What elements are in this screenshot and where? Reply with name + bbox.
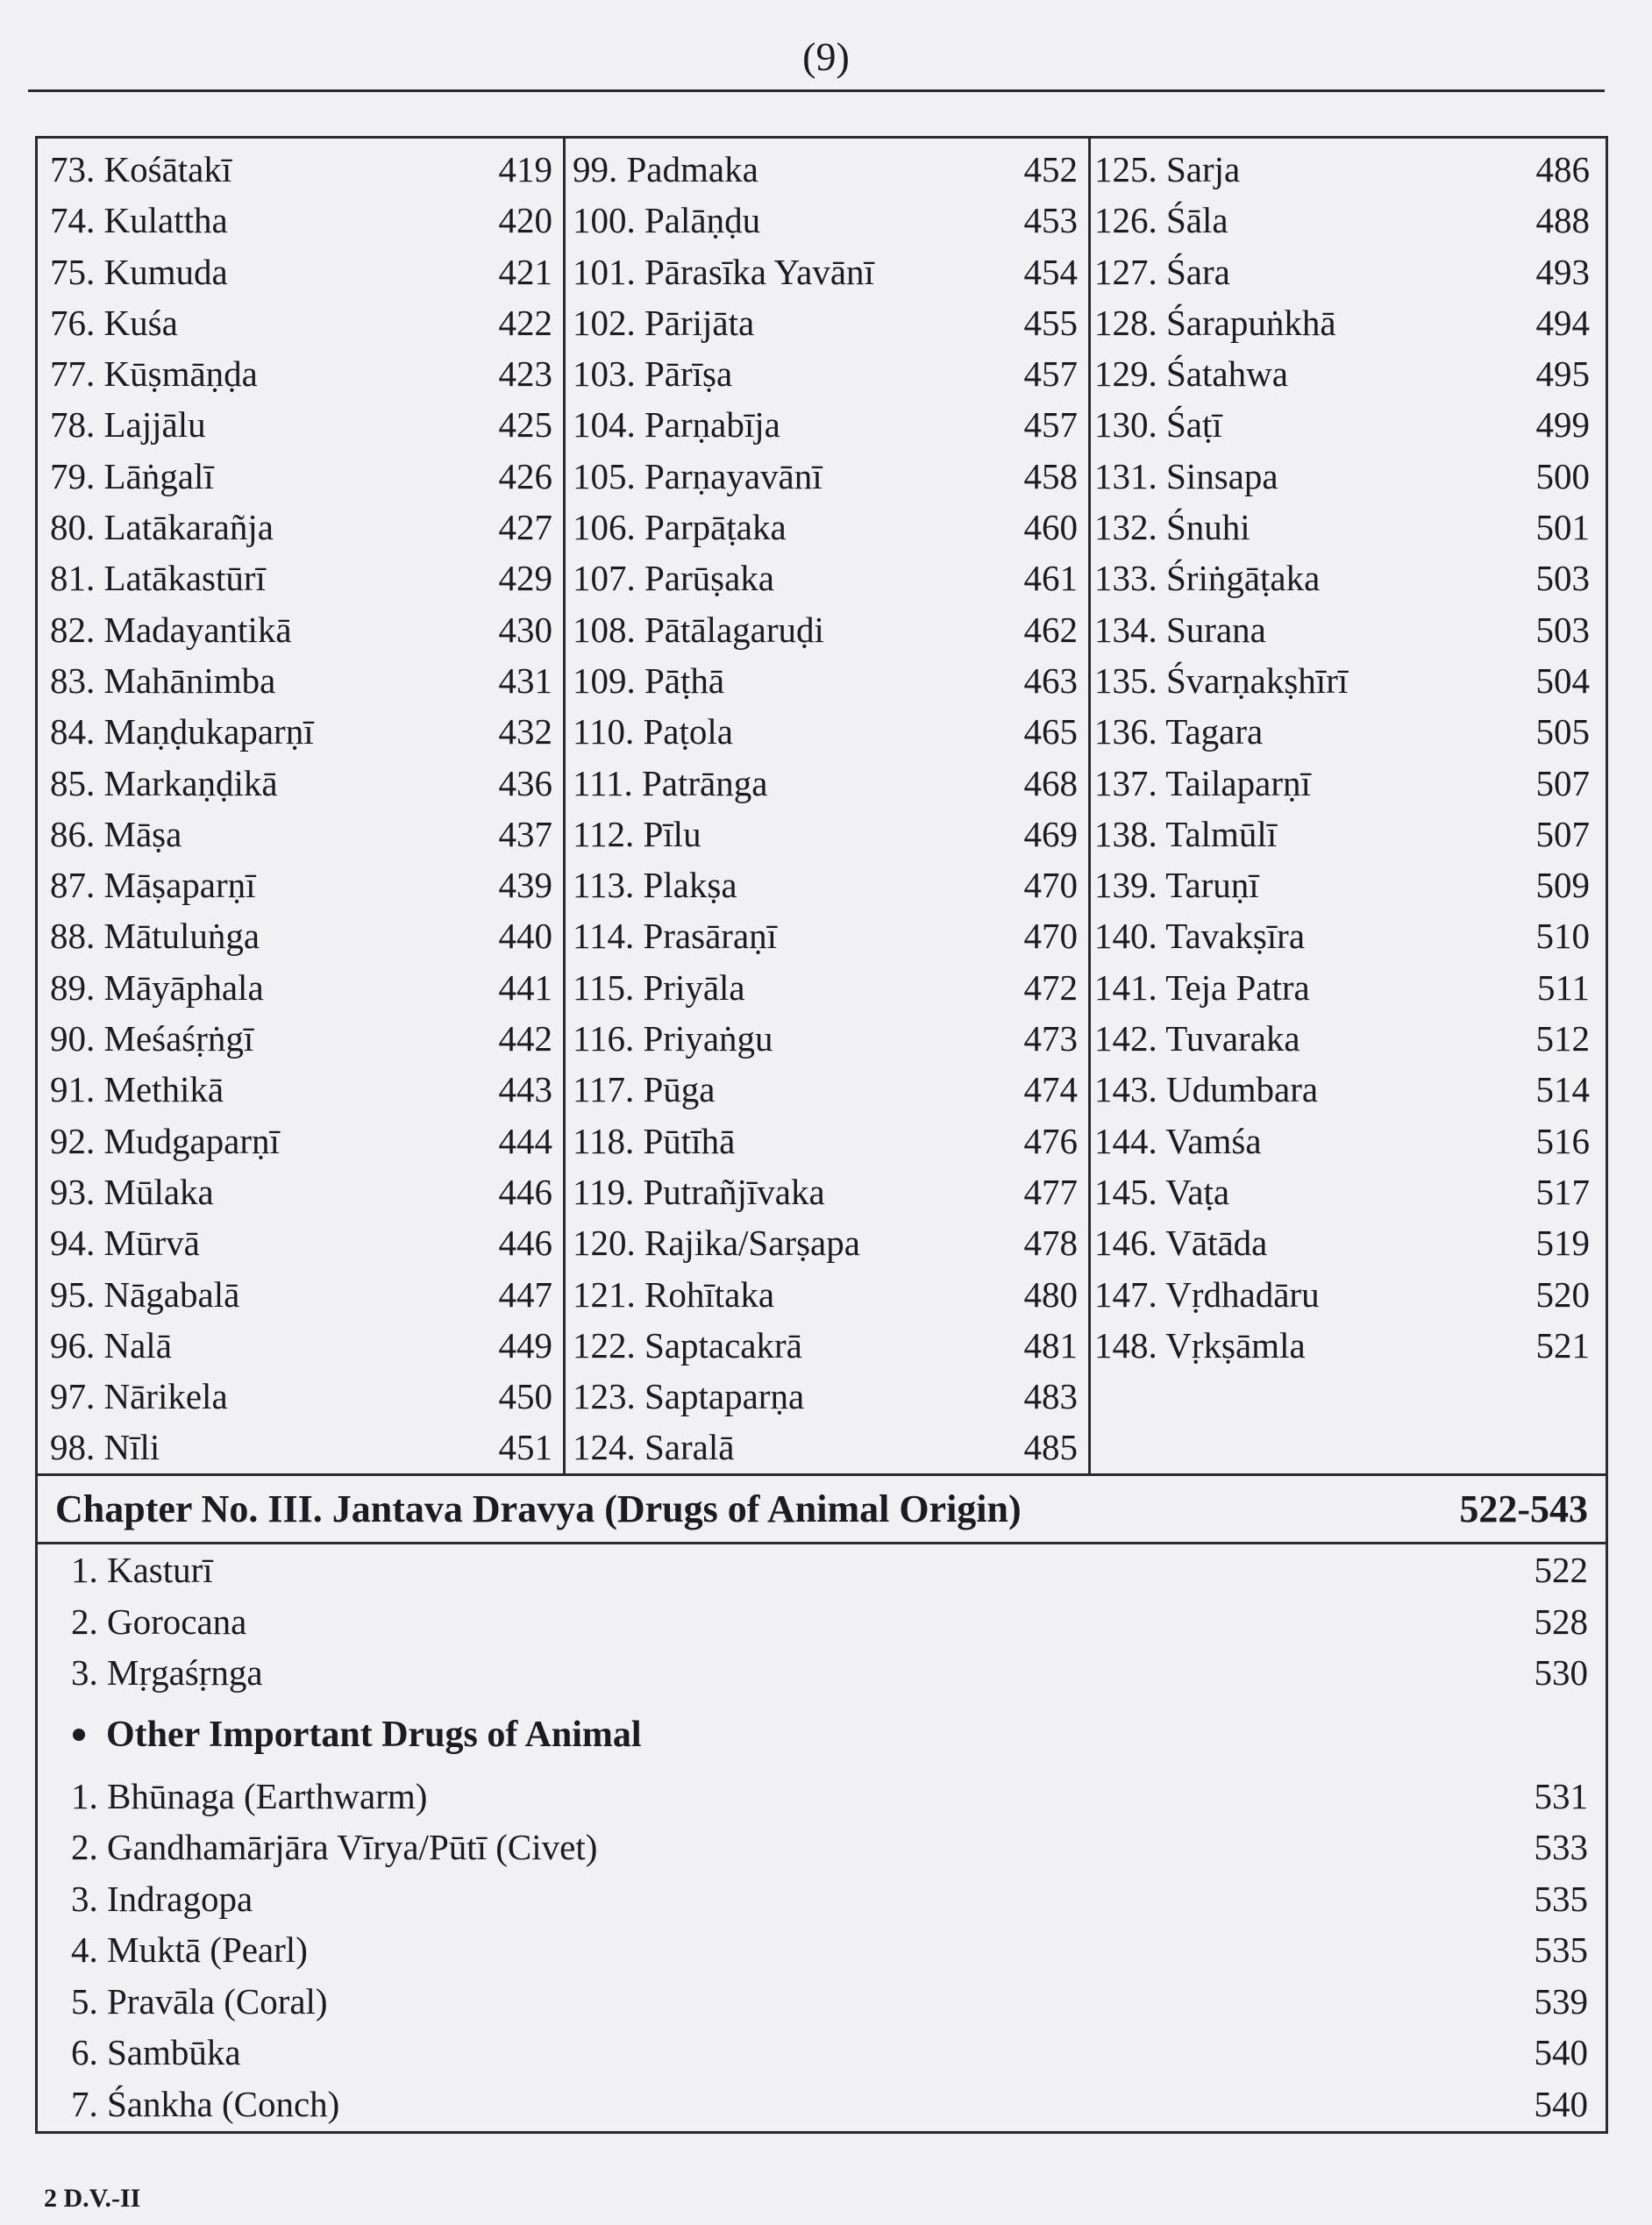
- entry-page: 437: [498, 813, 552, 854]
- entry-page: 431: [498, 660, 552, 701]
- entry-name: 138. Talmūlī: [1094, 813, 1278, 854]
- entry-page: 522: [1534, 1550, 1588, 1590]
- index-entry: [566, 758, 1088, 809]
- entry-page: 488: [1535, 200, 1590, 241]
- index-entry: [566, 1013, 1088, 1064]
- index-entry: [1091, 502, 1606, 553]
- entry-page: 516: [1535, 1120, 1590, 1161]
- entry-name: 73. Kośātakī: [50, 149, 232, 189]
- entry-name: 93. Mūlaka: [50, 1171, 214, 1212]
- entry-name: 133. Śriṅgāṭaka: [1094, 558, 1321, 599]
- index-entry: [566, 1217, 1088, 1268]
- entry-page: 450: [498, 1376, 552, 1417]
- entry-name: 104. Parṇabīja: [573, 404, 780, 446]
- index-entry: [38, 1371, 563, 1422]
- index-entry: [71, 1544, 1588, 1596]
- entry-page: 442: [498, 1018, 552, 1059]
- entry-name: 121. Rohītaka: [573, 1273, 775, 1315]
- index-entry: [1091, 1064, 1606, 1115]
- index-entry: [566, 502, 1088, 553]
- entry-name: 128. Śarapuṅkhā: [1094, 302, 1336, 343]
- entry-name: 95. Nāgabalā: [50, 1273, 240, 1315]
- entry-page: 455: [1023, 302, 1078, 343]
- entry-name: 88. Mātuluṅga: [50, 916, 260, 957]
- entry-name: 110. Paṭola: [573, 711, 733, 752]
- index-entry: [1091, 910, 1606, 961]
- entry-name: 106. Parpāṭaka: [573, 507, 787, 548]
- entry-page: 421: [498, 251, 552, 292]
- index-entry: [38, 809, 563, 859]
- index-entry: [38, 655, 563, 706]
- entry-name: 132. Śnuhi: [1094, 507, 1250, 548]
- entry-page: 495: [1535, 353, 1590, 395]
- entry-name: 125. Sarja: [1094, 149, 1241, 189]
- index-entry: [71, 1647, 1588, 1699]
- index-entry: [1091, 144, 1606, 195]
- entry-name: 84. Maṇḍukaparṇī: [50, 711, 314, 752]
- index-entry: [38, 297, 563, 348]
- entry-page: 427: [498, 507, 552, 548]
- entry-page: 420: [498, 200, 552, 241]
- entry-name: 7. Śankha (Conch): [71, 2083, 340, 2124]
- index-entry: [38, 399, 563, 450]
- index-entry: [38, 1064, 563, 1115]
- entry-page: 470: [1023, 916, 1078, 957]
- entry-name: 76. Kuśa: [50, 302, 178, 343]
- entry-name: 78. Lajjālu: [50, 404, 206, 446]
- entry-page: 462: [1023, 609, 1078, 650]
- entry-name: 115. Priyāla: [573, 966, 745, 1008]
- entry-name: 3. Indragopa: [71, 1878, 253, 1919]
- entry-page: 533: [1534, 1827, 1588, 1867]
- entry-name: 1. Kasturī: [71, 1550, 213, 1590]
- entry-page: 510: [1535, 916, 1590, 957]
- entry-name: 81. Latākastūrī: [50, 558, 266, 599]
- entry-page: 493: [1535, 251, 1590, 292]
- entry-page: 440: [498, 916, 552, 957]
- index-entry: [566, 348, 1088, 399]
- entry-name: 120. Rajika/Sarṣapa: [573, 1223, 860, 1264]
- entry-page: 457: [1023, 353, 1078, 395]
- entry-name: 143. Udumbara: [1094, 1069, 1319, 1110]
- index-entry: [38, 451, 563, 502]
- entry-name: 136. Tagara: [1094, 711, 1264, 752]
- entry-page: 446: [498, 1171, 552, 1212]
- entry-name: 139. Taruṇī: [1094, 865, 1259, 906]
- entry-name: 94. Mūrvā: [50, 1223, 200, 1264]
- entry-page: 432: [498, 711, 552, 752]
- index-entry: [1091, 195, 1606, 246]
- entry-page: 530: [1534, 1652, 1588, 1693]
- entry-name: 142. Tuvaraka: [1094, 1018, 1300, 1059]
- entry-name: 127. Śara: [1094, 251, 1230, 292]
- index-entry: [1091, 399, 1606, 450]
- chapter-title: Chapter No. III. Jantava Dravya (Drugs of Animal Origin): [55, 1487, 1022, 1530]
- entry-name: 74. Kulattha: [50, 200, 228, 241]
- index-entry: [1091, 1013, 1606, 1064]
- entry-page: 505: [1535, 711, 1590, 752]
- entry-name: 105. Parṇayavānī: [573, 455, 822, 496]
- index-entry: [1091, 1116, 1606, 1166]
- entry-page: 509: [1535, 865, 1590, 906]
- entry-name: 75. Kumuda: [50, 251, 228, 292]
- index-entry: [566, 706, 1088, 757]
- index-entry: [1091, 1166, 1606, 1217]
- index-entry: [38, 859, 563, 910]
- entry-name: 147. Vṛdhadāru: [1094, 1273, 1320, 1315]
- entry-name: 119. Putrañjīvaka: [573, 1171, 825, 1212]
- index-column-1: [38, 139, 566, 1473]
- index-column-2: [566, 139, 1091, 1473]
- index-entry: [38, 502, 563, 553]
- entry-page: 476: [1023, 1120, 1078, 1161]
- index-entry: [1091, 962, 1606, 1013]
- index-entry: [38, 348, 563, 399]
- entry-page: 500: [1535, 455, 1590, 496]
- index-entry: [566, 962, 1088, 1013]
- entry-page: 425: [498, 404, 552, 446]
- index-entry: [1091, 451, 1606, 502]
- entry-name: 79. Lāṅgalī: [50, 455, 214, 496]
- index-entry: [38, 1217, 563, 1268]
- index-entry: [1091, 1269, 1606, 1320]
- index-entry: [38, 1116, 563, 1166]
- index-entry: [566, 553, 1088, 603]
- index-entry: [1091, 758, 1606, 809]
- index-entry: [566, 246, 1088, 297]
- index-entry: [1091, 604, 1606, 655]
- entry-page: 478: [1023, 1223, 1078, 1264]
- header-rule: [28, 89, 1605, 92]
- entry-page: 460: [1023, 507, 1078, 548]
- index-entry: [71, 1924, 1588, 1976]
- entry-name: 140. Tavakṣīra: [1094, 916, 1306, 957]
- entry-name: 98. Nīli: [50, 1427, 160, 1468]
- entry-name: 90. Meśaśṛṅgī: [50, 1018, 254, 1059]
- entry-name: 111. Patrānga: [573, 762, 768, 803]
- entry-page: 423: [498, 353, 552, 395]
- index-entry: [566, 1371, 1088, 1422]
- entry-page: 458: [1023, 455, 1078, 496]
- footer-signature: 2 D.V.-II: [44, 2184, 141, 2213]
- entry-page: 539: [1534, 1980, 1588, 2022]
- entry-name: 146. Vātāda: [1094, 1223, 1268, 1264]
- entry-name: 129. Śatahwa: [1094, 353, 1288, 395]
- entry-name: 96. Nalā: [50, 1324, 172, 1366]
- index-entry: [38, 962, 563, 1013]
- animal-drugs-section: [38, 1544, 1606, 2129]
- entry-name: 122. Saptacakrā: [573, 1324, 802, 1366]
- entry-name: 123. Saptaparṇa: [573, 1376, 805, 1417]
- drug-index-columns: [38, 139, 1606, 1476]
- entry-name: 6. Sambūka: [71, 2032, 241, 2072]
- entry-page: 531: [1534, 1775, 1588, 1816]
- entry-page: 514: [1535, 1069, 1590, 1110]
- entry-name: 100. Palāṇḍu: [573, 200, 761, 241]
- index-entry: [38, 1269, 563, 1320]
- page-number: (9): [802, 34, 850, 79]
- entry-name: 145. Vaṭa: [1094, 1171, 1230, 1212]
- index-entry: [566, 1320, 1088, 1371]
- bullet-icon: [73, 1729, 85, 1741]
- entry-page: 439: [498, 865, 552, 906]
- entry-name: 91. Methikā: [50, 1069, 224, 1110]
- index-entry: [71, 1771, 1588, 1822]
- entry-page: 503: [1535, 558, 1590, 599]
- index-entry: [566, 1116, 1088, 1166]
- entry-name: 5. Pravāla (Coral): [71, 1980, 328, 2022]
- index-entry: [38, 604, 563, 655]
- entry-name: 2. Gandhamārjāra Vīrya/Pūtī (Civet): [71, 1827, 598, 1867]
- entry-page: 507: [1535, 762, 1590, 803]
- index-entry: [566, 1422, 1088, 1473]
- entry-name: 101. Pārasīka Yavānī: [573, 251, 874, 292]
- entry-page: 451: [498, 1427, 552, 1468]
- entry-name: 117. Pūga: [573, 1069, 716, 1110]
- index-entry: [71, 1822, 1588, 1873]
- entry-name: 97. Nārikela: [50, 1376, 228, 1417]
- entry-name: 77. Kūṣmāṇḍa: [50, 353, 258, 395]
- entry-page: 540: [1534, 2032, 1588, 2072]
- chapter-heading: [38, 1476, 1606, 1544]
- entry-name: 3. Mṛgaśṛnga: [71, 1652, 263, 1693]
- chapter-pages: 522-543: [1459, 1487, 1588, 1530]
- index-entry: [38, 758, 563, 809]
- entry-name: 99. Padmaka: [573, 149, 758, 189]
- entry-page: 519: [1535, 1223, 1590, 1264]
- entry-page: 430: [498, 609, 552, 650]
- entry-page: 540: [1534, 2083, 1588, 2124]
- entry-page: 528: [1534, 1601, 1588, 1642]
- entry-name: 124. Saralā: [573, 1427, 735, 1468]
- entry-page: 503: [1535, 609, 1590, 650]
- entry-name: 108. Pātālagaruḍi: [573, 609, 824, 650]
- entry-name: 107. Parūṣaka: [573, 558, 775, 599]
- entry-page: 457: [1023, 404, 1078, 446]
- index-entry: [38, 1320, 563, 1371]
- entry-page: 461: [1023, 558, 1078, 599]
- index-entry: [566, 809, 1088, 859]
- entry-page: 436: [498, 762, 552, 803]
- index-entry: [38, 195, 563, 246]
- entry-name: 2. Gorocana: [71, 1601, 247, 1642]
- entry-page: 426: [498, 455, 552, 496]
- entry-name: 1. Bhūnaga (Earthwarm): [71, 1775, 428, 1816]
- other-drugs-heading-text: Other Important Drugs of Animal: [106, 1714, 642, 1755]
- index-entry: [1091, 246, 1606, 297]
- entry-page: 499: [1535, 404, 1590, 446]
- index-entry: [38, 706, 563, 757]
- entry-page: 447: [498, 1273, 552, 1315]
- entry-page: 454: [1023, 251, 1078, 292]
- index-column-3: [1091, 139, 1606, 1473]
- entry-name: 135. Śvarṇakṣhīrī: [1094, 660, 1349, 701]
- entry-name: 137. Tailaparṇī: [1094, 762, 1311, 803]
- entry-name: 131. Sinsapa: [1094, 455, 1278, 496]
- index-entry: [566, 1269, 1088, 1320]
- entry-page: 422: [498, 302, 552, 343]
- entry-name: 141. Teja Patra: [1094, 966, 1310, 1008]
- entry-name: 89. Māyāphala: [50, 966, 264, 1008]
- index-entry: [71, 2027, 1588, 2079]
- entry-page: 501: [1535, 507, 1590, 548]
- entry-page: 520: [1535, 1273, 1590, 1315]
- entry-name: 130. Śaṭī: [1094, 404, 1222, 446]
- entry-page: 512: [1535, 1018, 1590, 1059]
- entry-page: 483: [1023, 1376, 1078, 1417]
- entry-page: 511: [1537, 966, 1590, 1008]
- entry-name: 109. Pāṭhā: [573, 660, 725, 701]
- index-entry: [566, 655, 1088, 706]
- entry-page: 517: [1535, 1171, 1590, 1212]
- index-entry: [566, 859, 1088, 910]
- entry-name: 116. Priyaṅgu: [573, 1018, 773, 1059]
- index-entry: [566, 195, 1088, 246]
- entry-name: 102. Pārijāta: [573, 302, 755, 343]
- animal-drugs-list: [71, 1544, 1588, 1699]
- index-entry: [38, 144, 563, 195]
- entry-page: 441: [498, 966, 552, 1008]
- index-entry: [38, 1166, 563, 1217]
- entry-page: 481: [1023, 1324, 1078, 1366]
- index-entry: [1091, 655, 1606, 706]
- index-entry: [71, 2079, 1588, 2130]
- entry-name: 80. Latākarañja: [50, 507, 274, 548]
- entry-page: 485: [1023, 1427, 1078, 1468]
- entry-page: 521: [1535, 1324, 1590, 1366]
- entry-page: 463: [1023, 660, 1078, 701]
- entry-page: 507: [1535, 813, 1590, 854]
- entry-name: 112. Pīlu: [573, 813, 701, 854]
- index-entry: [1091, 297, 1606, 348]
- entry-page: 474: [1023, 1069, 1078, 1110]
- entry-page: 486: [1535, 149, 1590, 189]
- index-entry: [566, 1064, 1088, 1115]
- entry-name: 113. Plakṣa: [573, 865, 737, 906]
- index-entry: [1091, 859, 1606, 910]
- entry-page: 472: [1023, 966, 1078, 1008]
- entry-page: 419: [498, 149, 552, 189]
- index-entry: [1091, 553, 1606, 603]
- entry-name: 4. Muktā (Pearl): [71, 1929, 308, 1970]
- index-entry: [566, 910, 1088, 961]
- index-entry: [71, 1873, 1588, 1925]
- entry-page: 468: [1023, 762, 1078, 803]
- entry-name: 114. Prasāraṇī: [573, 916, 778, 957]
- index-table: [35, 136, 1608, 2134]
- index-entry: [38, 1013, 563, 1064]
- entry-page: 535: [1534, 1878, 1588, 1919]
- entry-name: 103. Pārīṣa: [573, 353, 733, 395]
- entry-name: 87. Māṣaparṇī: [50, 865, 256, 906]
- entry-page: 429: [498, 558, 552, 599]
- index-entry: [38, 910, 563, 961]
- index-entry: [38, 553, 563, 603]
- entry-page: 443: [498, 1069, 552, 1110]
- entry-page: 469: [1023, 813, 1078, 854]
- index-entry: [1091, 1217, 1606, 1268]
- index-entry: [1091, 706, 1606, 757]
- entry-name: 92. Mudgaparṇī: [50, 1120, 280, 1161]
- entry-page: 446: [498, 1223, 552, 1264]
- index-entry: [566, 1166, 1088, 1217]
- index-entry: [71, 1976, 1588, 2028]
- index-entry: [566, 297, 1088, 348]
- entry-name: 118. Pūtīhā: [573, 1120, 736, 1161]
- entry-page: 452: [1023, 149, 1078, 189]
- entry-page: 473: [1023, 1018, 1078, 1059]
- entry-page: 535: [1534, 1929, 1588, 1970]
- index-entry: [1091, 1320, 1606, 1371]
- entry-name: 86. Māṣa: [50, 813, 182, 854]
- index-entry: [71, 1596, 1588, 1648]
- entry-page: 444: [498, 1120, 552, 1161]
- index-entry: [1091, 809, 1606, 859]
- entry-name: 126. Śāla: [1094, 200, 1228, 241]
- entry-name: 83. Mahānimba: [50, 660, 276, 701]
- entry-page: 453: [1023, 200, 1078, 241]
- entry-page: 449: [498, 1324, 552, 1366]
- other-drugs-heading: [71, 1699, 1588, 1771]
- entry-name: 144. Vamśa: [1094, 1120, 1262, 1161]
- index-entry: [566, 604, 1088, 655]
- index-entry: [566, 451, 1088, 502]
- other-drugs-list: [71, 1771, 1588, 2130]
- index-entry: [566, 399, 1088, 450]
- index-entry: [38, 246, 563, 297]
- entry-page: 480: [1023, 1273, 1078, 1315]
- index-entry: [566, 144, 1088, 195]
- entry-name: 82. Madayantikā: [50, 609, 292, 650]
- entry-name: 85. Markaṇḍikā: [50, 762, 278, 803]
- entry-name: 134. Surana: [1094, 609, 1266, 650]
- entry-page: 470: [1023, 865, 1078, 906]
- index-entry: [38, 1422, 563, 1473]
- entry-page: 504: [1535, 660, 1590, 701]
- entry-name: 148. Vṛkṣāmla: [1094, 1324, 1306, 1366]
- entry-page: 465: [1023, 711, 1078, 752]
- entry-page: 477: [1023, 1171, 1078, 1212]
- index-entry: [1091, 348, 1606, 399]
- entry-page: 494: [1535, 302, 1590, 343]
